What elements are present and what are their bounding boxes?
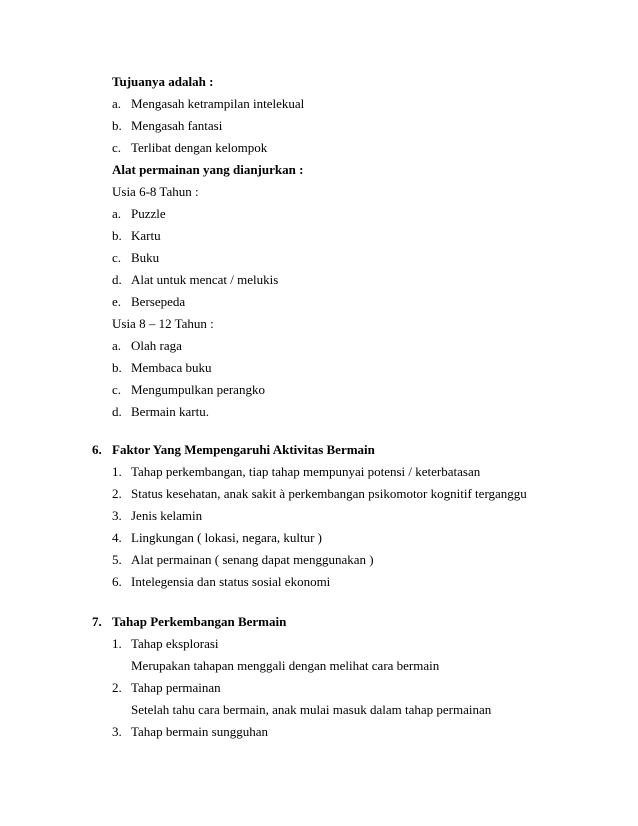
list-item-description: Setelah tahu cara bermain, anak mulai masuk dalam tahap permainan	[131, 702, 492, 717]
list-item: Tahap perkembangan, tiap tahap mempunyai potensi / keterbatasan	[131, 464, 481, 479]
section-title: Tahap Perkembangan Bermain	[112, 614, 287, 629]
list-item: Intelegensia dan status sosial ekonomi	[131, 574, 331, 589]
list-marker: 2.	[112, 486, 122, 501]
list-item: Alat untuk mencat / melukis	[131, 272, 279, 287]
list-marker: c.	[112, 140, 122, 155]
section-title: Faktor Yang Mempengaruhi Aktivitas Bermain	[112, 442, 375, 457]
list-item: Mengumpulkan perangko	[131, 382, 265, 397]
list-marker: d.	[112, 404, 122, 419]
list-item: Puzzle	[131, 206, 166, 221]
list-item: Jenis kelamin	[131, 508, 203, 523]
list-item: Membaca buku	[131, 360, 212, 375]
list-item: Tahap eksplorasi	[131, 636, 219, 651]
list-marker: 6.	[112, 574, 122, 589]
list-marker: a.	[112, 96, 122, 111]
list-item: Buku	[131, 250, 160, 265]
age-group-label: Usia 6-8 Tahun :	[112, 184, 199, 199]
age-group-label: Usia 8 – 12 Tahun :	[112, 316, 214, 331]
list-item: Olah raga	[131, 338, 182, 353]
list-marker: c.	[112, 250, 122, 265]
list-marker: d.	[112, 272, 122, 287]
list-item: Terlibat dengan kelompok	[131, 140, 268, 155]
list-item: Kartu	[131, 228, 161, 243]
list-item: Status kesehatan, anak sakit à perkembangan psikomotor kognitif terganggu	[131, 486, 527, 501]
tujuan-heading: Tujuanya adalah :	[112, 74, 214, 89]
section-number: 6.	[92, 442, 102, 457]
list-item: Tahap permainan	[131, 680, 221, 695]
list-item-description: Merupakan tahapan menggali dengan melihat cara bermain	[131, 658, 440, 673]
section-number: 7.	[92, 614, 102, 629]
list-marker: 3.	[112, 724, 122, 739]
list-item: Bersepeda	[131, 294, 186, 309]
list-item: Lingkungan ( lokasi, negara, kultur )	[131, 530, 322, 545]
list-marker: 5.	[112, 552, 122, 567]
list-item: Mengasah ketrampilan intelekual	[131, 96, 305, 111]
list-marker: b.	[112, 118, 122, 133]
list-marker: 2.	[112, 680, 122, 695]
list-item: Mengasah fantasi	[131, 118, 223, 133]
list-marker: 4.	[112, 530, 122, 545]
list-item: Tahap bermain sungguhan	[131, 724, 268, 739]
list-item: Alat permainan ( senang dapat menggunakan )	[131, 552, 374, 567]
list-marker: c.	[112, 382, 122, 397]
list-item: Bermain kartu.	[131, 404, 209, 419]
alat-heading: Alat permainan yang dianjurkan :	[112, 162, 304, 177]
list-marker: a.	[112, 206, 122, 221]
list-marker: b.	[112, 228, 122, 243]
list-marker: e.	[112, 294, 122, 309]
list-marker: 1.	[112, 636, 122, 651]
list-marker: 1.	[112, 464, 122, 479]
list-marker: b.	[112, 360, 122, 375]
list-marker: 3.	[112, 508, 122, 523]
list-marker: a.	[112, 338, 122, 353]
